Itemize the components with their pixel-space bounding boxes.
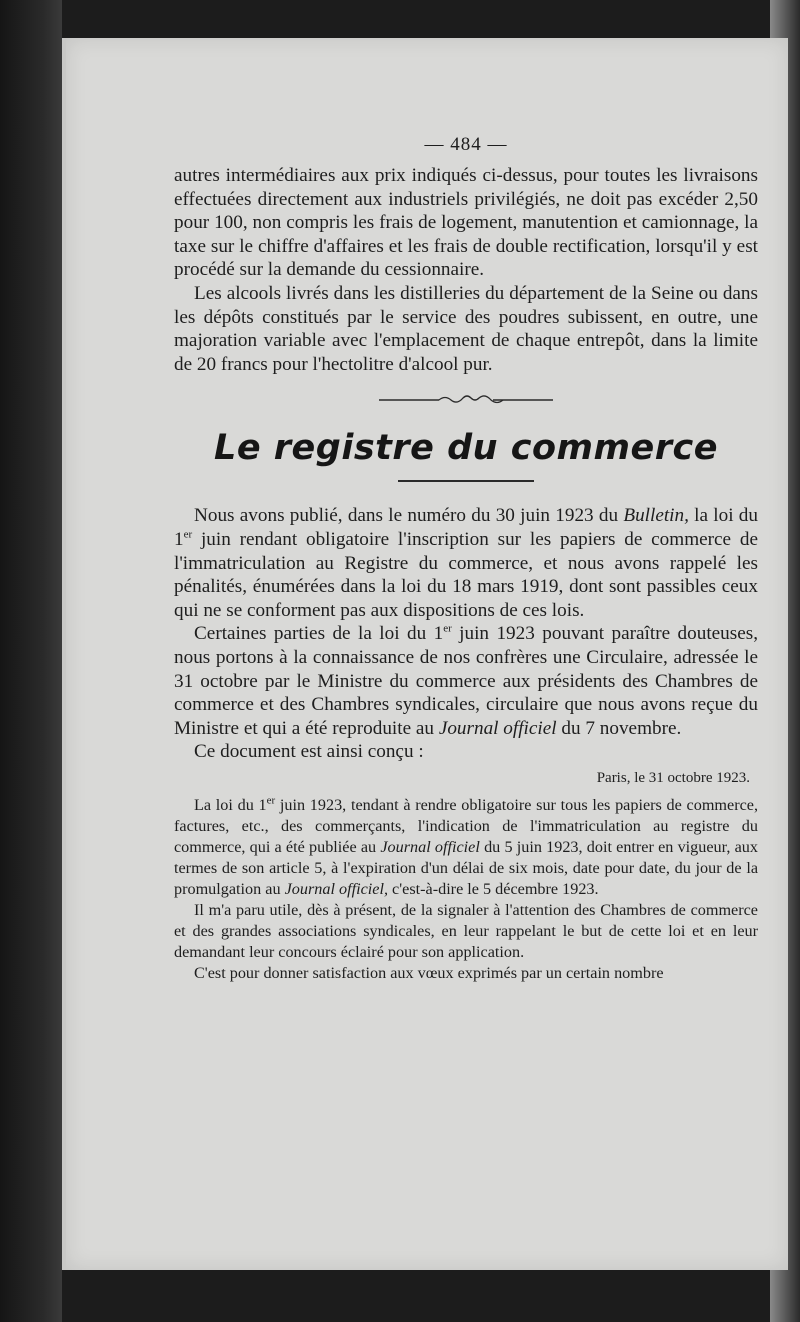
page-content bbox=[174, 134, 758, 984]
article-paragraph-2: Certaines parties de la loi du 1er juin 1923 pouvant paraître douteuses, nous portons à la connaissance de nos confrères une Circulaire, adressée le 31 octobre par le Ministre du commerce aux présidents des Chambres de commerce et des Chambres syndicales, circulaire que nous avons reçue du Ministre et qui a été reproduite au Journal officiel du 7 novembre. bbox=[174, 622, 759, 739]
circular-dateline: Paris, le 31 octobre 1923. bbox=[596, 769, 750, 786]
circular-text bbox=[174, 795, 758, 984]
article-title: Le registre du commerce bbox=[214, 428, 718, 469]
article-paragraph-3: Ce document est ainsi conçu : bbox=[194, 741, 424, 763]
circular-paragraph-3: C'est pour donner satisfaction aux vœux exprimés par un certain nombre bbox=[194, 963, 664, 982]
circular-paragraph-2: Il m'a paru utile, dès à présent, de la signaler à l'attention des Chambres de commerce et des grandes associations syndicales, en leur rappelant le but de cette loi et en leur demandant leur concours éclairé pour son application. bbox=[174, 900, 758, 961]
section-ornament bbox=[379, 392, 553, 406]
circular-paragraph-1: La loi du 1er juin 1923, tendant à rendre obligatoire sur tous les papiers de commerce, factures, etc., des commerçants, l'indication de l'immatriculation au registre du commerce, qui a été publiée au Journal officiel du 5 juin 1923, doit entrer en vigueur, aux termes de son article 5, à l'expiration d'un délai de six mois, date pour date, du jour de la promulgation au Journal officiel, c'est-à-dire le 5 décembre 1923. bbox=[174, 794, 758, 898]
article-paragraph-1: Nous avons publié, dans le numéro du 30 juin 1923 du Bulletin, la loi du 1er juin rendant obligatoire l'inscription sur les papiers de commerce de l'immatriculation au Registre du commerce, et nous avons rappelé les pénalités, énumérées dans la loi du 18 mars 1919, dont sont passibles ceux qui ne se conforment pas aux dispositions de ces lois. bbox=[174, 505, 758, 621]
title-underline bbox=[398, 480, 534, 482]
book-spine-shadow bbox=[0, 0, 62, 1322]
intro-paragraph-1: autres intermédiaires aux prix indiqués ci-dessus, pour toutes les livraisons effectuées directement aux industriels privilégiés, ne doit pas excéder 2,50 pour 100, non compris les frais de logement, manutention et camionnage, la taxe sur le chiffre d'affaires et les frais de double rectification, lorsqu'il y est procédé sur la demande du cessionnaire. bbox=[174, 165, 758, 281]
intro-paragraph-2: Les alcools livrés dans les distilleries du département de la Seine ou dans les dépôts constitués par le service des poudres subissent, en outre, une majoration variable avec l'emplacement de chaque entrepôt, dans la limite de 20 francs pour l'hectolitre d'alcool pur. bbox=[174, 282, 758, 375]
page-number: — 484 — bbox=[424, 134, 508, 155]
book-page bbox=[62, 38, 788, 1270]
